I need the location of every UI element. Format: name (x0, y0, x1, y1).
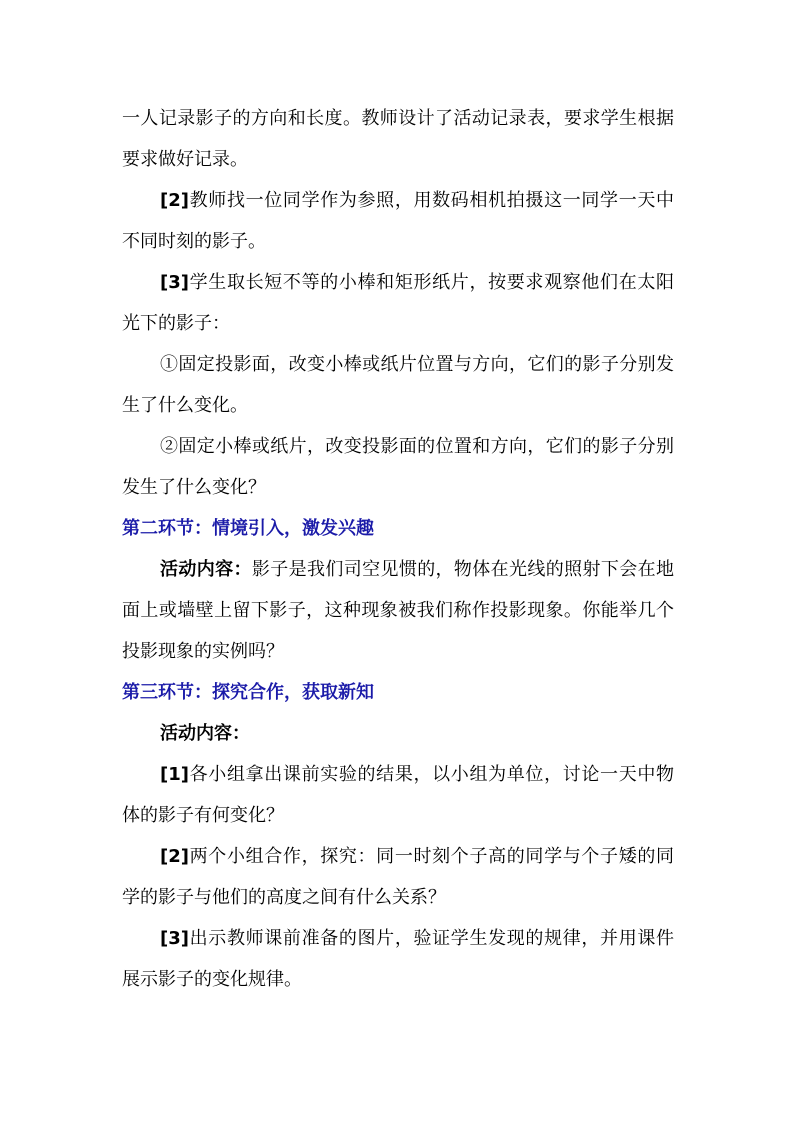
item-text: 教师找一位同学作为参照，用数码相机拍摄这一同学一天中不同时刻的影子。 (122, 190, 674, 252)
section-3-activity-label (122, 713, 674, 754)
item-text: 学生取长短不等的小棒和矩形纸片，按要求观察他们在太阳光下的影子： (122, 272, 674, 334)
item-text: 出示教师课前准备的图片，验证学生发现的规律，并用课件展示影子的变化规律。 (122, 928, 674, 990)
item-number: [2] (160, 190, 189, 211)
activity-label: 活动内容： (160, 559, 252, 580)
item-number: [3] (160, 928, 189, 949)
section-2-activity (122, 549, 674, 672)
paragraph-item-2 (122, 180, 674, 262)
item-number: [3] (160, 272, 189, 293)
paragraph-intro: 一人记录影子的方向和长度。教师设计了活动记录表，要求学生根据要求做好记录。 (122, 108, 674, 170)
paragraph-subitem-1: ①固定投影面，改变小棒或纸片位置与方向，它们的影子分别发生了什么变化。 (122, 354, 674, 416)
item-text: 两个小组合作，探究：同一时刻个子高的同学与个子矮的同学的影子与他们的高度之间有什么关系？ (122, 846, 674, 908)
activity-text: 影子是我们司空见惯的，物体在光线的照射下会在地面上或墙壁上留下影子，这种现象被我们称作投影现象。你能举几个投影现象的实例吗？ (122, 559, 675, 662)
item-text: 各小组拿出课前实验的结果，以小组为单位，讨论一天中物体的影子有何变化？ (122, 764, 674, 826)
activity-label: 活动内容： (160, 723, 250, 744)
section-3-heading: 第三环节：探究合作，获取新知 (122, 682, 374, 703)
section-3-item-3 (122, 918, 674, 1000)
section-2-heading: 第二环节：情境引入，激发兴趣 (122, 518, 374, 539)
section-3-item-2 (122, 836, 674, 918)
paragraph-subitem-2: ②固定小棒或纸片，改变投影面的位置和方向，它们的影子分别发生了什么变化？ (122, 436, 674, 498)
document-page (122, 98, 674, 1000)
paragraph-item-3 (122, 262, 674, 344)
item-number: [2] (160, 846, 189, 867)
section-3-item-1 (122, 754, 674, 836)
item-number: [1] (160, 764, 189, 785)
